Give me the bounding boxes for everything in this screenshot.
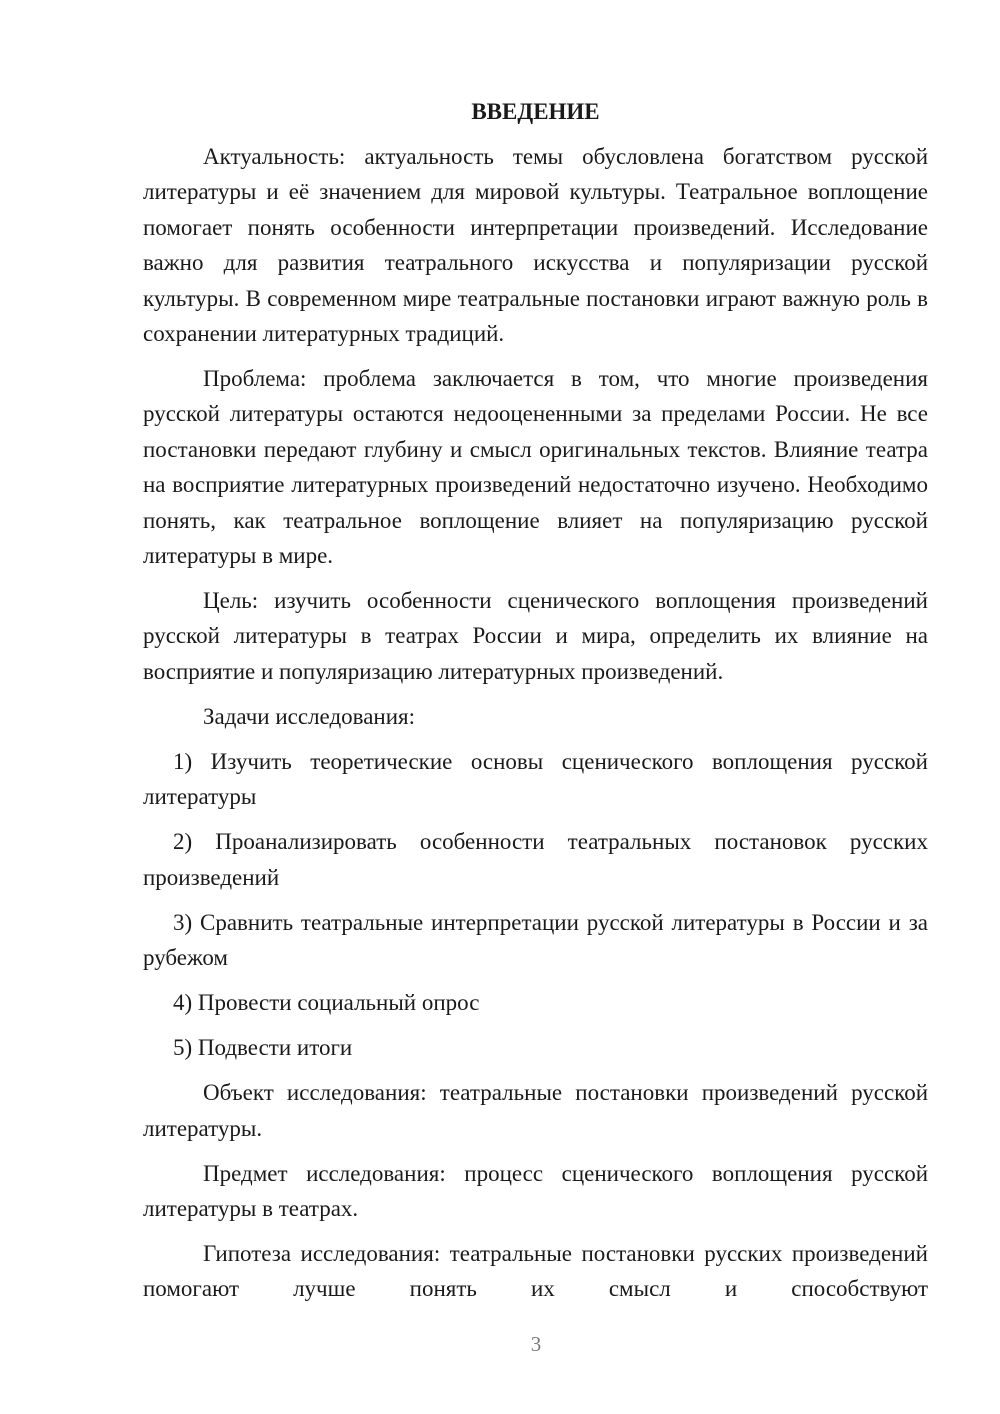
page-number: 3 xyxy=(530,1332,542,1356)
task-item-3: 3) Сравнить театральные интерпретации русской литературы в России и за рубежом xyxy=(143,909,928,971)
subject-paragraph: Предмет исследования: процесс сценического воплощения русской литературы в театрах. xyxy=(143,1160,928,1221)
task-item-1: 1) Изучить теоретические основы сценического воплощения русской литературы xyxy=(143,748,928,810)
goal-paragraph: Цель: изучить особенности сценического воплощения произведений русской литературы в театрах России и мира, определить их влияние на восприятие и популяризацию литературных произведений. xyxy=(143,588,928,684)
object-paragraph: Объект исследования: театральные постановки произведений русской литературы. xyxy=(143,1080,928,1141)
page-content xyxy=(143,94,928,1307)
relevance-paragraph: Актуальность: актуальность темы обусловлена богатством русской литературы и её значением для мировой культуры. Театральное воплощение помогает понять особенности интерпретации произведений. Исследование важно для развития театрального искусства и популяризации русской культуры. В современном мире театральные постановки играют важную роль в сохранении литературных традиций. xyxy=(143,144,928,347)
hypothesis-paragraph: Гипотеза исследования: театральные постановки русских произведений помогают лучше понять их смысл и способствуют xyxy=(143,1240,928,1302)
task-item-5: 5) Подвести итоги xyxy=(173,1035,353,1061)
page-title: ВВЕДЕНИЕ xyxy=(471,99,600,124)
task-item-2: 2) Проанализировать особенности театральных постановок русских произведений xyxy=(143,829,928,890)
task-item-4: 4) Провести социальный опрос xyxy=(173,990,480,1016)
problem-paragraph: Проблема: проблема заключается в том, что многие произведения русской литературы остаются недооцененными за пределами России. Не все постановки передают глубину и смысл оригинальных текстов. Влияние театра на восприятие литературных произведений недостаточно изучено. Необходимо понять, как театральное воплощение влияет на популяризацию русской литературы в мире. xyxy=(143,366,928,569)
tasks-heading: Задачи исследования: xyxy=(203,703,416,729)
